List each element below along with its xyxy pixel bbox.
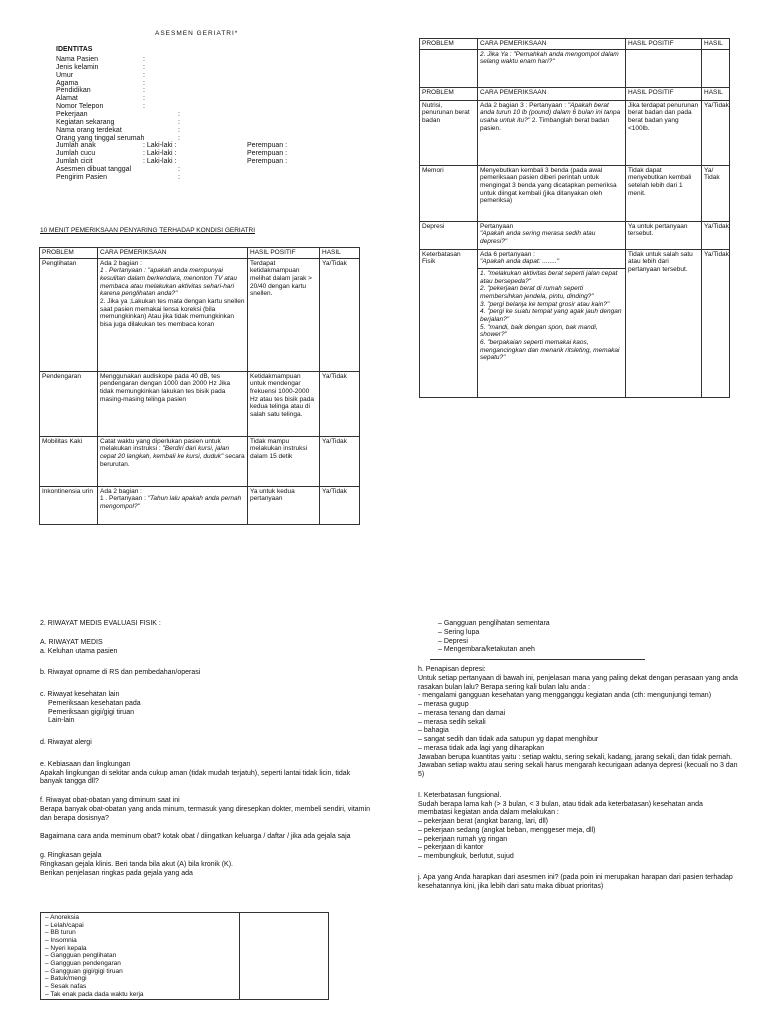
header-row — [420, 87, 730, 100]
item-i: I. Keterbatasan fungsional. — [418, 791, 502, 799]
gejala-notes-cell — [240, 913, 329, 1000]
problem-cell: Penglihatan — [40, 258, 98, 371]
col-header-problem: PROBLEM — [420, 87, 478, 100]
identitas-label: Kegiatan sekarang — [56, 118, 115, 126]
problem-cell: Depresi — [420, 221, 478, 249]
hasil-positif-cell: Tidak mampu melakukan instruksi dalam 15 detik — [248, 436, 320, 486]
identitas-label: Umur — [56, 71, 74, 79]
cara-cell: Menggunakan audiskope pada 40 dB, tes pendengaran dengan 1000 dan 2000 Hz Jika tidak memungkinkan lakukan tes bisik pada masing-masing telinga pasien — [98, 371, 248, 436]
col-header-hasil-positif: HASIL POSITIF — [248, 248, 320, 259]
fisik-question-list — [478, 268, 625, 362]
gejala-item: – Anoreksia — [45, 914, 235, 922]
gejala-item: – Batuk/mengi — [45, 975, 235, 983]
screening-heading: 10 MENIT PEMERIKSAAN PENYARING TERHADAP KONDISI GERIATRI — [40, 227, 256, 234]
identitas-value: : — [178, 118, 180, 126]
identitas-perempuan: Perempuan : — [247, 150, 288, 158]
identitas-value: : — [143, 79, 145, 87]
penapisan-item: – merasa gugup — [418, 701, 738, 710]
col-header-hasil: HASIL — [702, 87, 730, 100]
table-row — [420, 165, 730, 221]
hasil-cell: Ya/Tidak — [320, 486, 360, 524]
fisik-question: 5. "mandi, baik dengan spon, bak mandi, shower?" — [480, 323, 598, 339]
identitas-label: Jumlah cucu — [56, 150, 96, 158]
table-row — [40, 258, 360, 371]
penapisan-item: – sangat sedih dan tidak ada satupun yg dapat menghibur — [418, 736, 738, 745]
gejala-item: – Gangguan penglihatan sementara — [438, 620, 738, 629]
cara-cell: Catat waktu yang diperlukan pasien untuk melakukan instruksi : "Berdiri dari kursi, jalan cepat 20 langkah, kembali ke kursi, duduk" secara berurutan. — [98, 436, 248, 486]
identitas-perempuan: Perempuan : — [247, 158, 288, 166]
problem-cell: Nutrisi, penurunan berat badan — [420, 100, 478, 165]
hasil-positif-cell: Terdapat ketidakmampuan melihat dalam jarak > 20/40 dengan kartu snellen. — [248, 258, 320, 371]
document-title: ASESMEN GERIATRI* — [155, 30, 239, 37]
divider — [430, 659, 645, 660]
col-header-hasil: HASIL — [320, 248, 360, 259]
subsection-heading: A. RIWAYAT MEDIS — [40, 638, 103, 646]
hasil-cell: Ya/Tidak — [702, 100, 730, 165]
screening-table-right — [419, 38, 730, 398]
identitas-value: : Laki-laki : — [143, 158, 177, 166]
identitas-label: Nama Pasien — [56, 56, 99, 63]
keterbatasan-item: – pekerjaan rumah yg ringan — [418, 836, 738, 845]
cara-cell: Ada 2 bagian : 1 . Pertanyaan : "apakah anda mempunyai kesulitan dalam berkendara, menonton TV atau membaca atau melakukan aktivitas sehari-hari karena penglihatan anda?" 2. Jika ya ;Lakukan tes mata dengan kartu snellen saat pasien memakai lensa koreksi (bila memungkinkan) Atau jika tidak memungkinkan bisa juga dilakukan tes membaca koran — [98, 258, 248, 371]
item-g: g. Ringkasan gejala — [40, 852, 102, 859]
hasil-cell: Ya/Tidak — [702, 221, 730, 249]
fisik-question: 3. "pergi belanja ke tempat grosir atau kain?" — [480, 300, 610, 308]
gejala-item: – Gangguan pendengaran — [45, 960, 235, 968]
identitas-value: : — [178, 126, 180, 134]
gejala-item: – Gangguan gigi/gigi tiruan — [45, 968, 235, 976]
hasil-cell: Ya/Tidak — [320, 258, 360, 371]
col-header-problem: PROBLEM — [40, 248, 98, 259]
fisik-question: 2. "pekerjaan berat di rumah seperti membersihkan jendela, pintu, dinding?" — [480, 285, 594, 300]
hasil-cell: Ya/Tidak — [320, 436, 360, 486]
hasil-positif-cell: Ya untuk pertanyaan tersebut. — [626, 221, 702, 249]
penapisan-item: – merasa tidak ada lagi yang diharapkan — [418, 745, 738, 754]
table-row — [420, 249, 730, 397]
identitas-value: : — [143, 63, 145, 71]
penapisan-item: – merasa sedih sekali — [418, 719, 738, 728]
penapisan-item: – merasa tenang dan damai — [418, 710, 738, 719]
cara-cell: Pertanyaan "Apakah anda sering merasa sedih atau depresi?" — [478, 221, 626, 249]
hasil-positif-cell: Jika terdapat penurunan berat badan dan pada berat badan yang <100lb. — [626, 100, 702, 165]
section-heading: 2. RIWAYAT MEDIS EVALUASI FISIK : — [40, 620, 161, 627]
keterbatasan-item: – pekerjaan berat (angkat barang, lari, dll) — [418, 818, 738, 827]
item-b: b. Riwayat opname di RS dan pembedahan/operasi — [40, 669, 201, 677]
identitas-label: Jumlah cicit — [56, 158, 93, 166]
gejala-checklist-table — [40, 912, 329, 1000]
penapisan-item: – bahagia — [418, 727, 738, 736]
identitas-label: Nomor Telepon — [56, 103, 104, 111]
item-j: j. Apa yang Anda harapkan dari asesmen ini? (pada poin ini merupakan harapan dari pasien terhadap kesehatannya kini, jika lebih dari satu maka dibuat prioritas) — [418, 873, 733, 890]
identitas-value: : — [178, 134, 180, 142]
identitas-label: Jenis kelamin — [56, 63, 99, 71]
gejala-list-cont — [418, 620, 738, 655]
identitas-value: : — [178, 165, 180, 173]
identitas-label: Jumlah anak — [56, 142, 96, 150]
keterbatasan-item: – membungkuk, berlutut, sujud — [418, 853, 738, 862]
identitas-value: : — [143, 103, 145, 111]
gejala-item: – Nyeri kepala — [45, 945, 235, 953]
identitas-value: : — [143, 56, 145, 63]
fisik-question: 4. "pergi ke suatu tempat yang agak jauh dengan berjalan?" — [480, 308, 622, 323]
header-row — [420, 39, 730, 50]
identitas-label: Pendidikan — [56, 87, 91, 95]
identitas-perempuan: Perempuan : — [247, 142, 288, 150]
gejala-item: – Sering lupa — [438, 629, 738, 638]
hasil-positif-cell: Tidak untuk salah satu atau lebih dari pertanyaan tersebut. — [626, 249, 702, 397]
identitas-value: : — [178, 110, 180, 118]
col-header-hasil: HASIL — [702, 39, 730, 50]
col-header-hasil-positif: HASIL POSITIF — [626, 87, 702, 100]
gejala-item: – Mengembara/ketakutan aneh — [438, 646, 738, 655]
gejala-item: – Insomnia — [45, 937, 235, 945]
identitas-value: : — [143, 87, 145, 95]
col-header-problem: PROBLEM — [420, 39, 478, 50]
hasil-cell: Ya/ Tidak — [702, 165, 730, 221]
cara-cell: Ada 6 pertanyaan : "Apakah anda dapat: ........" 1. "melakukan aktivitas berat seperti jalan cepat atau bersepeda?" 2. "pekerjaan berat di rumah seperti membersihkan jendela, pintu, dinding?" 3. "pergi belanja ke tempat grosir atau kain?" 4. "pergi ke suatu tempat yang agak jauh dengan berjalan?" 5. "mandi, baik dengan spon, bak mandi, shower?" 6. "berpakaian seperti memakai kaos, mengancingkan dan menarik ritsleting, memakai sepatu?" — [478, 249, 626, 397]
hasil-positif-cell: Ya untuk kedua pertanyaan — [248, 486, 320, 524]
problem-cell: Inkontinensia urin — [40, 486, 98, 524]
identitas-value: : — [143, 95, 145, 103]
identitas-label: Asesmen dibuat tanggal — [56, 165, 132, 173]
identitas-label: Pengirim Pasien — [56, 173, 107, 181]
gejala-item: – BB turun — [45, 929, 235, 937]
hasil-cell: Ya/Tidak — [320, 371, 360, 436]
item-d: d. Riwayat alergi — [40, 739, 92, 746]
identitas-heading: IDENTITAS — [56, 46, 93, 53]
hasil-positif-cell: Tidak dapat menyebutkan kembali setelah lebih dari 1 menit. — [626, 165, 702, 221]
cara-cell: Ada 2 bagian 3 : Pertanyaan : "Apakah berat anda turun 10 lb (pound) dalam 6 bulan ini tanpa usaha untuk itu?" 2. Timbanglah berat badan pasien. — [478, 100, 626, 165]
table-row — [420, 49, 730, 87]
gejala-item: – Sesak nafas — [45, 983, 235, 991]
item-f: f. Riwayat obat-obatan yang diminum saat ini — [40, 797, 180, 804]
gejala-list — [45, 914, 235, 998]
identitas-label: Orang yang tinggal serumah — [56, 134, 145, 142]
problem-cell: Memori — [420, 165, 478, 221]
col-header-cara: CARA PEMERIKSAAN — [478, 87, 626, 100]
cara-cell: Ada 2 bagian : 1 . Pertanyaan : "Tahun lalu apakah anda pernah mengompol?" — [98, 486, 248, 524]
table-row — [40, 436, 360, 486]
col-header-cara: CARA PEMERIKSAAN — [98, 248, 248, 259]
screening-table-left — [39, 247, 360, 525]
fisik-question: 6. "berpakaian seperti memakai kaos, mengancingkan dan menarik ritsleting, memakai sepatu?" — [480, 338, 620, 362]
hasil-positif-cell: Ketidakmampuan untuk mendengar frekuensi 1000-2000 Hz atau tes bisik pada kedua telinga atau di salah satu telinga. — [248, 371, 320, 436]
table-row — [40, 371, 360, 436]
keterbatasan-item: – pekerjaan sedang (angkat beban, menggeser meja, dll) — [418, 827, 738, 836]
gejala-item: – Lelah/capai — [45, 922, 235, 930]
penapisan-section: – Gangguan penglihatan sementara – Sering lupa – Depresi – Mengembara/ketakutan aneh h. Penapisan depresi: Untuk setiap pertanyaan di bawah ini, penjelasan mana yang paling dekat dengan perasaan yang anda rasakan bulan lalu? Berapa sering kali bulan lalu anda : - mengalami gangguan kesehatan yang mengganggu kegiatan anda (cth: mengunjungi teman) – merasa gugup – merasa tenang dan damai – merasa sedih sekali – bahagia – sangat sedih dan tidak ada satupun yg dapat menghibur – merasa tidak ada lagi yang diharapkan Jawaban berupa kuantitas yaitu : setiap waktu, sering sekali, kadang, jarang sekali, dan tidak pernah. Jawaban setiap waktu atau sering sekali harus mengarah kecurigaan adanya depresi (kecuali no 3 dan 5) I. Keterbatasan fungsional. Sudah berapa lama kah (> 3 bulan, < 3 bulan, atau tidak ada keterbatasan) kesehatan anda membatasi kegiatan anda dalam melakukan : – pekerjaan berat (angkat barang, lari, dll) – pekerjaan sedang (angkat beban, menggeser meja, dll) – pekerjaan rumah yg ringan – pekerjaan di kantor – membungkuk, berlutut, sujud j. Apa yang Anda harapkan dari asesmen ini? (pada poin ini merupakan harapan dari pasien terhadap kesehatannya kini, jika lebih dari satu maka dibuat prioritas) — [418, 620, 738, 891]
keterbatasan-item: – pekerjaan di kantor — [418, 844, 738, 853]
table-row — [40, 486, 360, 524]
problem-cell: Mobilitas Kaki — [40, 436, 98, 486]
gejala-item: – Tak enak pada dada waktu kerja — [45, 991, 235, 999]
col-header-hasil-positif: HASIL POSITIF — [626, 39, 702, 50]
table-row — [420, 100, 730, 165]
keterbatasan-list — [418, 818, 738, 862]
identitas-label: Nama orang terdekat — [56, 126, 122, 134]
item-c: c. Riwayat kesehatan lain — [40, 691, 120, 698]
cara-cell: Menyebutkan kembali 3 benda (pada awal pemeriksaan pasien diberi perintah untuk mengingat 3 benda yang dicatapkan pemeriksa untuk diingat kembali (jika ditanyakan oleh pemeriksa) — [478, 165, 626, 221]
identitas-value: : Laki-laki : — [143, 142, 177, 150]
identitas-label: Pekerjaan — [56, 110, 88, 118]
identitas-value: : — [143, 71, 145, 79]
cara-cell: 2. Jika Ya : "Pernahkah anda mengompol dalam selang waktu enam hari?" — [478, 49, 626, 87]
identitas-label: Agama — [56, 79, 79, 87]
identitas-value: : — [178, 173, 180, 181]
problem-cell: Keterbatasan Fisik — [420, 249, 478, 397]
penapisan-list — [418, 701, 738, 754]
table-row — [420, 221, 730, 249]
riwayat-medis-section: 2. RIWAYAT MEDIS EVALUASI FISIK : A. RIWAYAT MEDIS a. Keluhan utama pasien b. Riwayat opname di RS dan pembedahan/operasi c. Riwayat kesehatan lain Pemeriksaan kesehatan pada Pemeriksaan gigi/gigi tiruan Lain-lain d. Riwayat alergi e. Kebiasaan dan lingkungan Apakah lingkungan di sekitar anda cukup aman (tidak mudah terjatuh), seperti lantai tidak licin, tidak banyak tangga dll? f. Riwayat obat-obatan yang diminum saat ini Berapa banyak obat-obatan yang anda minum, termasuk yang diresepkan dokter, membeli sendiri, vitamin dan berapa dosisnya? Bagaimana cara anda meminum obat? kotak obat / diingatkan keluarga / daftar / jika ada gejala saja g. Ringkasan gejala Ringkasan gejala klinis. Beri tanda bila akut (A) bila kronik (K). Berikan penjelasan ringkas pada gejala yang ada — [40, 620, 370, 877]
col-header-cara: CARA PEMERIKSAAN — [478, 39, 626, 50]
gejala-item: – Gangguan penglihatan — [45, 952, 235, 960]
item-h: h. Penapisan depresi: — [418, 666, 486, 673]
item-a: a. Keluhan utama pasien — [40, 647, 118, 655]
identitas-value: : Laki-laki : — [143, 150, 177, 158]
item-e: e. Kebiasaan dan lingkungan — [40, 760, 131, 768]
problem-cell: Pendengaran — [40, 371, 98, 436]
identitas-label: Alamat — [56, 95, 78, 103]
hasil-cell: Ya/Tidak — [702, 249, 730, 397]
gejala-item: – Depresi — [438, 638, 738, 647]
fisik-question: 1. "melakukan aktivitas berat seperti jalan cepat atau bersepeda?" — [480, 269, 618, 285]
